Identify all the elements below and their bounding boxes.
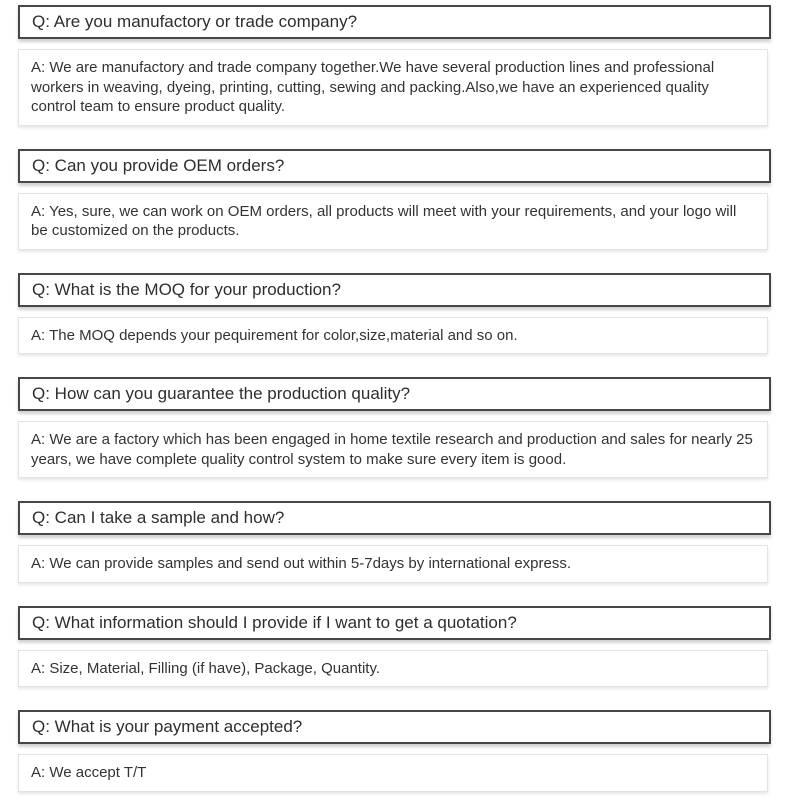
faq-answer-box [18, 421, 768, 478]
faq-item [18, 606, 771, 688]
faq-question-text: Q: What is the MOQ for your production? [32, 279, 341, 299]
faq-answer-box [18, 650, 768, 688]
faq-question-box [18, 5, 771, 39]
faq-question-text: Q: Are you manufactory or trade company? [32, 12, 358, 31]
faq-answer-text: A: We are a factory which has been engaged in home textile research and production and sales for nearly 25 years, we have complete quality control system to make sure every item is good. [31, 431, 753, 468]
faq-answer-box [18, 754, 768, 792]
faq-question-box [18, 710, 771, 744]
faq-question-text: Q: Can I take a sample and how? [32, 508, 285, 527]
faq-question-box [18, 606, 771, 640]
faq-question-text: Q: What information should I provide if I want to get a quotation? [32, 612, 517, 632]
faq-question-text: Q: Can you provide OEM orders? [32, 155, 285, 175]
faq-answer-text: A: We accept T/T [31, 764, 147, 781]
faq-item [18, 377, 771, 478]
faq-answer-box [18, 545, 768, 583]
faq-item [18, 149, 771, 250]
faq-answer-text: A: We can provide samples and send out within 5-7days by international express. [31, 555, 572, 572]
faq-item [18, 273, 771, 355]
faq-item [18, 501, 771, 583]
faq-answer-text: A: We are manufactory and trade company together.We have several production lines and professional workers in weaving, dyeing, printing, cutting, sewing and packing.Also,we have an experienced quality control team to ensure product quality. [31, 59, 715, 115]
faq-answer-box [18, 49, 768, 126]
faq-question-box [18, 149, 771, 183]
faq-answer-box [18, 193, 768, 250]
faq-answer-text: A: The MOQ depends your pequirement for color,size,material and so on. [31, 326, 518, 344]
faq-item [18, 710, 771, 792]
faq-answer-text: A: Size, Material, Filling (if have), Package, Quantity. [31, 659, 381, 677]
faq-answer-box [18, 317, 768, 355]
faq-item [18, 5, 771, 126]
faq-question-box [18, 273, 771, 307]
faq-answer-text: A: Yes, sure, we can work on OEM orders, all products will meet with your requirements, and your logo will be customized on the products. [31, 202, 737, 239]
faq-question-box [18, 501, 771, 535]
faq-question-box [18, 377, 771, 411]
faq-question-text: Q: What is your payment accepted? [32, 717, 303, 736]
faq-question-text: Q: How can you guarantee the production quality? [32, 384, 411, 403]
